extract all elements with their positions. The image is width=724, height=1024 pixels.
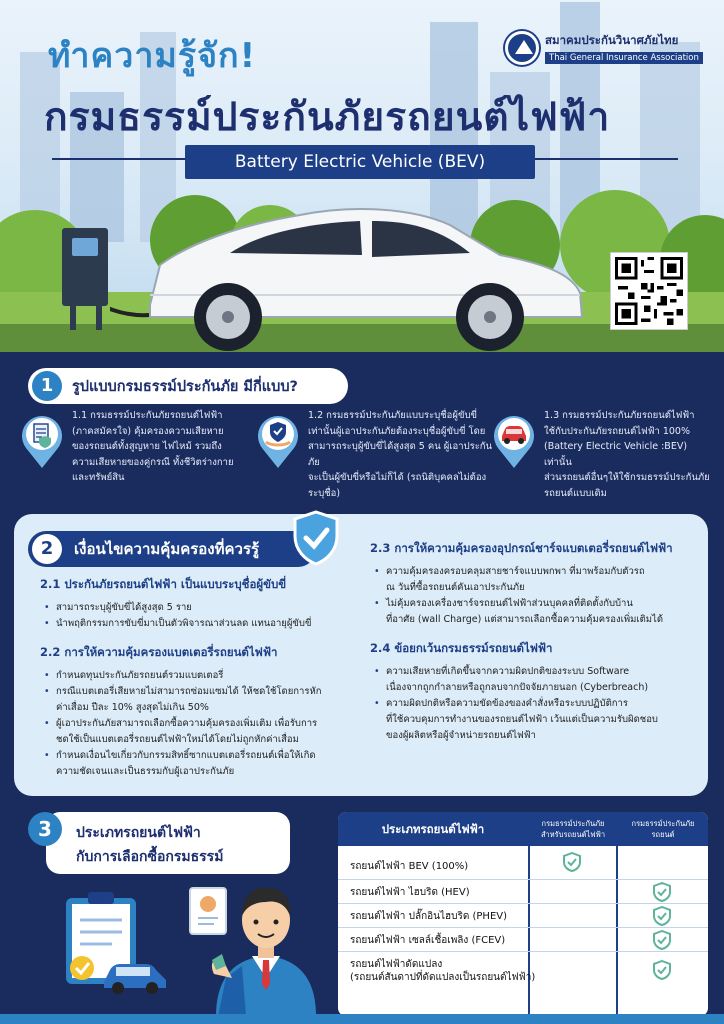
table-cell-type: รถยนต์ไฟฟ้า ไฮบริด (HEV) [350, 887, 470, 898]
footer-bar [0, 1014, 724, 1024]
car-icon [492, 412, 536, 468]
conditions-right-column [370, 540, 700, 756]
subsection-heading: 2.4 ข้อยกเว้นกรมธรรม์รถยนต์ไฟฟ้า [370, 641, 553, 655]
subsection-heading: 2.1 ประกันภัยรถยนต์ไฟฟ้า เป็นแบบระบุชื่อผู้ขับขี่ [40, 577, 287, 591]
blue-car-icon [100, 958, 170, 994]
table-cell-type: รถยนต์ไฟฟ้าดัดแปลง (รถยนต์สันดาปที่ดัดแปลงเป็นรถยนต์ไฟฟ้า) [350, 959, 536, 983]
charger-leg [96, 300, 102, 330]
charger-leg [70, 300, 76, 330]
table-header-type: ประเภทรถยนต์ไฟฟ้า [338, 812, 528, 846]
association-logo [505, 26, 705, 70]
bullet-list [40, 668, 360, 780]
table-row [338, 846, 708, 880]
conditions-left-column [40, 576, 360, 792]
section-number: 1 [32, 371, 62, 401]
subsection-heading: 2.3 การให้ความคุ้มครองอุปกรณ์ชาร์จแบตเตอรี่รถยนต์ไฟฟ้า [370, 541, 673, 555]
logo-emblem-icon [505, 31, 539, 65]
check-shield-icon [562, 852, 582, 872]
title-line-2: กรมธรรม์ประกันภัยรถยนต์ไฟฟ้า [44, 95, 611, 140]
table-header-ev-policy: กรมธรรม์ประกันภัย สำหรับรถยนต์ไฟฟ้า [530, 812, 616, 846]
list-item: • กำหนดเงื่อนไขเกี่ยวกับกรรมสิทธิ์ซากแบตเตอรี่รถยนต์เพื่อให้เกิด ความชัดเจนและเป็นธรรมกับผู้เอาประกันภัย [40, 748, 360, 780]
policy-types-list [20, 408, 710, 512]
ev-charger-icon [62, 228, 108, 306]
qr-code[interactable] [610, 252, 688, 330]
check-shield-icon [652, 882, 672, 902]
section-number: 3 [28, 812, 62, 846]
document-shield-icon [20, 412, 64, 468]
bullet-list [40, 600, 360, 632]
section-number: 2 [32, 534, 62, 564]
table-cell-type: รถยนต์ไฟฟ้า BEV (100%) [350, 861, 469, 872]
table-cell-type: รถยนต์ไฟฟ้า เซลล์เชื้อเพลิง (FCEV) [350, 935, 506, 946]
shield-check-icon [293, 510, 339, 566]
list-item: • ความผิดปกติหรือความขัดข้องของคำสั่งหรือระบบปฏิบัติการ ที่ใช้ควบคุมการทำงานของรถยนต์ไฟฟ้า เว้นแต่เป็นความรับผิดชอบ ของผู้ผลิตหรือผู้จำหน่ายรถยนต์ไฟฟ้า [370, 696, 700, 744]
policy-type-text: 1.2 กรมธรรม์ประกันภัยแบบระบุชื่อผู้ขับขี่ เท่านั้นผู้เอาประกันภัยต้องระบุชื่อผู้ขับขี่ โดย สามารถระบุผู้ขับขี่ได้สูงสุด 5 คน ผู้เอาประกันภัย จะเป็นผู้ขับขี่หรือไม่ก็ได้ (รถนิติบุคคลไม่ต้อง ระบุชื่อ) [308, 410, 493, 499]
section-2-header [28, 531, 316, 567]
logo-thai-name: สมาคมประกันวินาศภัยไทย [545, 33, 679, 47]
section-3-header [28, 812, 290, 874]
list-item: • ความคุ้มครองครอบคลุมสายชาร์จแบบพกพา ที่มาพร้อมกับตัวรถ ณ วันที่ซื้อรถยนต์คันเอาประกันภัย [370, 564, 700, 596]
bullet-list [370, 664, 700, 744]
section-3-title-line-2: กับการเลือกซื้อกรมธรรม์ [76, 849, 224, 865]
policy-type-text: 1.1 กรมธรรม์ประกันภัยรถยนต์ไฟฟ้า (ภาคสมัครใจ) คุ้มครองความเสียหาย ของรถยนต์ทั้งสูญหาย ไฟไหม้ รวมถึง ความเสียหายของคู่กรณี ทั้งชีวิตร่างกาย และทรัพย์สิน [72, 410, 234, 483]
table-cell-type: รถยนต์ไฟฟ้า ปลั๊กอินไฮบริด (PHEV) [350, 911, 508, 922]
ev-type-table [338, 812, 708, 1016]
policy-type-item [20, 408, 260, 512]
check-shield-icon [652, 930, 672, 950]
section-1-title: รูปแบบกรมธรรม์ประกันภัย มีกี่แบบ? [72, 378, 298, 395]
list-item: • ไม่คุ้มครองเครื่องชาร์จรถยนต์ไฟฟ้าส่วนบุคคลที่ติดตั้งกับบ้าน ที่อาศัย (wall Charge) แต่สามารถเลือกซื้อความคุ้มครองเพิ่มเติมได้ [370, 596, 700, 628]
list-item: • สามารถระบุผู้ขับขี่ได้สูงสุด 5 ราย [40, 600, 360, 616]
hand-shield-icon [256, 412, 300, 468]
policy-type-item [492, 408, 712, 512]
section-1-header [28, 368, 348, 404]
electric-car-icon [110, 185, 590, 352]
section-2-title: เงื่อนไขความคุ้มครองที่ควรรู้ [74, 540, 260, 558]
table-header-car-policy: กรมธรรม์ประกันภัย รถยนต์ [618, 812, 708, 846]
section-3-title-line-1: ประเภทรถยนต์ไฟฟ้า [76, 825, 201, 841]
policy-type-item [256, 408, 496, 512]
list-item: • กรณีแบตเตอรี่เสียหายไม่สามารถซ่อมแซมได้ ให้ชดใช้โดยการหัก ค่าเสื่อม ปีละ 10% สูงสุดไม่เกิน 50% [40, 684, 360, 716]
list-item: • ความเสียหายที่เกิดขึ้นจากความผิดปกติของระบบ Software เนื่องจากถูกกำลายหรือถูกลบจากปัจจัยภายนอก (Cyberbreach) [370, 664, 700, 696]
title-line-1: ทำความรู้จัก! [48, 36, 257, 76]
list-item: • นำพฤติกรรมการขับขี่มาเป็นตัวพิจารณาส่วนลด แทนอายุผู้ขับขี่ [40, 616, 360, 632]
subtitle-badge: Battery Electric Vehicle (BEV) [185, 145, 535, 179]
list-item: • กำหนดทุนประกันภัยรถยนต์รวมแบตเตอรี่ [40, 668, 360, 684]
check-shield-icon [652, 906, 672, 926]
hero-banner [0, 0, 724, 352]
subsection-heading: 2.2 การให้ความคุ้มครองแบตเตอรี่รถยนต์ไฟฟ้า [40, 645, 278, 659]
bullet-list [370, 564, 700, 628]
logo-english-name: Thai General Insurance Association [545, 52, 703, 64]
agent-person-icon [206, 866, 326, 1016]
policy-type-text: 1.3 กรมธรรม์ประกันภัยรถยนต์ไฟฟ้า ใช้กับประกันภัยรถยนต์ไฟฟ้า 100% (Battery Electric Vehicle :BEV) เท่านั้น ส่วนรถยนต์อื่นๆให้ใช้กรมธรรม์ประกันภัย รถยนต์แบบเดิม [544, 410, 710, 499]
list-item: • ผู้เอาประกันภัยสามารถเลือกซื้อความคุ้มครองเพิ่มเติม เพื่อรับการ ชดใช้เป็นแบตเตอรี่รถยนต์ไฟฟ้าใหม่ได้โดยไม่ถูกหักค่าเสื่อม [40, 716, 360, 748]
check-shield-icon [652, 960, 672, 980]
